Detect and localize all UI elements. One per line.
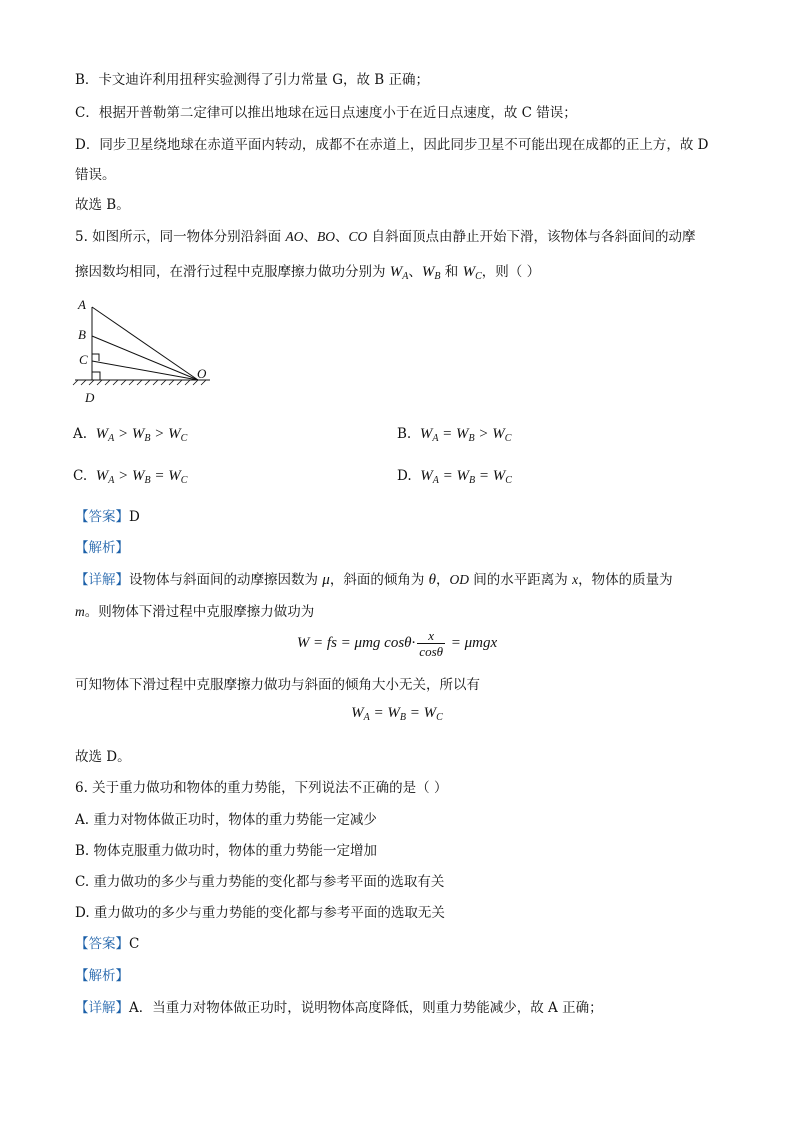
q5-detail-line1: 【详解】设物体与斜面间的动摩擦因数为 μ，斜面的倾角为 θ，OD 间的水平距离为 x，物体的质量为 xyxy=(75,572,673,588)
label-c: C xyxy=(79,352,88,367)
incline-co xyxy=(92,361,198,380)
q6-stem: 6. 关于重力做功和物体的重力势能，下列说法不正确的是（ ） xyxy=(75,780,448,796)
q6-option-d: D. 重力做功的多少与重力势能的变化都与参考平面的选取无关 xyxy=(75,905,445,921)
text-line-choose-b: 故选 B。 xyxy=(75,197,130,213)
q5-result-formula: $W_A = W_B = W_C$ xyxy=(351,705,443,723)
q5-option-d: D. $W_A = W_B = W_C$ xyxy=(397,468,512,486)
text-line-d: D．同步卫星绕地球在赤道平面内转动，成都不在赤道上，因此同步卫星不可能出现在成都的正上方，故 D xyxy=(75,137,709,153)
incline-ao xyxy=(92,307,198,380)
text-line-c: C．根据开普勒第二定律可以推出地球在远日点速度小于在近日点速度，故 C 错误； xyxy=(75,105,577,121)
q6-option-b: B. 物体克服重力做功时，物体的重力势能一定增加 xyxy=(75,843,378,859)
q5-option-b: B. $W_A = W_B > W_C$ xyxy=(397,426,512,444)
q5-analysis-tag: 【解析】 xyxy=(75,540,129,556)
q5-choose: 故选 D。 xyxy=(75,749,131,765)
text-line-d-cont: 错误。 xyxy=(75,167,116,183)
q6-option-a: A. 重力对物体做正功时，物体的重力势能一定减少 xyxy=(75,812,377,828)
incline-figure xyxy=(70,295,220,410)
text-line-b: B．卡文迪许利用扭秤实验测得了引力常量 G，故 B 正确； xyxy=(75,72,429,88)
label-b: B xyxy=(78,327,86,342)
incline-bo xyxy=(92,336,198,380)
right-angle-mark-d xyxy=(92,372,100,380)
q5-option-c: C. $W_A > W_B = W_C$ xyxy=(73,468,188,486)
q5-work-formula: W = fs = μmg cosθ· $\frac{x}{\cos\theta}$ = μmgx xyxy=(296,628,498,659)
q5-stem-line2: 擦因数均相同，在滑行过程中克服摩擦力做功分别为 $W_A$、$W_B$ 和 $W_C$，则（ ） xyxy=(75,264,541,282)
q5-option-a: A. $W_A > W_B > W_C$ xyxy=(73,426,188,444)
q5-conclusion: 可知物体下滑过程中克服摩擦力做功与斜面的倾角大小无关，所以有 xyxy=(75,677,480,693)
q5-detail-line2: m。则物体下滑过程中克服摩擦力做功为 xyxy=(75,604,315,620)
q6-option-c: C. 重力做功的多少与重力势能的变化都与参考平面的选取有关 xyxy=(75,874,445,890)
q6-analysis-tag: 【解析】 xyxy=(75,968,129,984)
right-angle-mark-c xyxy=(92,354,99,361)
q5-answer: 【答案】D xyxy=(75,509,140,525)
q5-stem-line1: 5. 如图所示，同一物体分别沿斜面 AO、BO、CO 自斜面顶点由静止开始下滑，该物体与各斜面间的动摩 xyxy=(75,229,696,245)
label-a: A xyxy=(78,297,86,312)
q6-detail: 【详解】A．当重力对物体做正功时，说明物体高度降低，则重力势能减少，故 A 正确； xyxy=(75,1000,603,1016)
q6-answer: 【答案】C xyxy=(75,936,140,952)
ground-hatching xyxy=(73,380,206,385)
label-d: D xyxy=(85,390,95,405)
label-o: O xyxy=(197,366,207,381)
